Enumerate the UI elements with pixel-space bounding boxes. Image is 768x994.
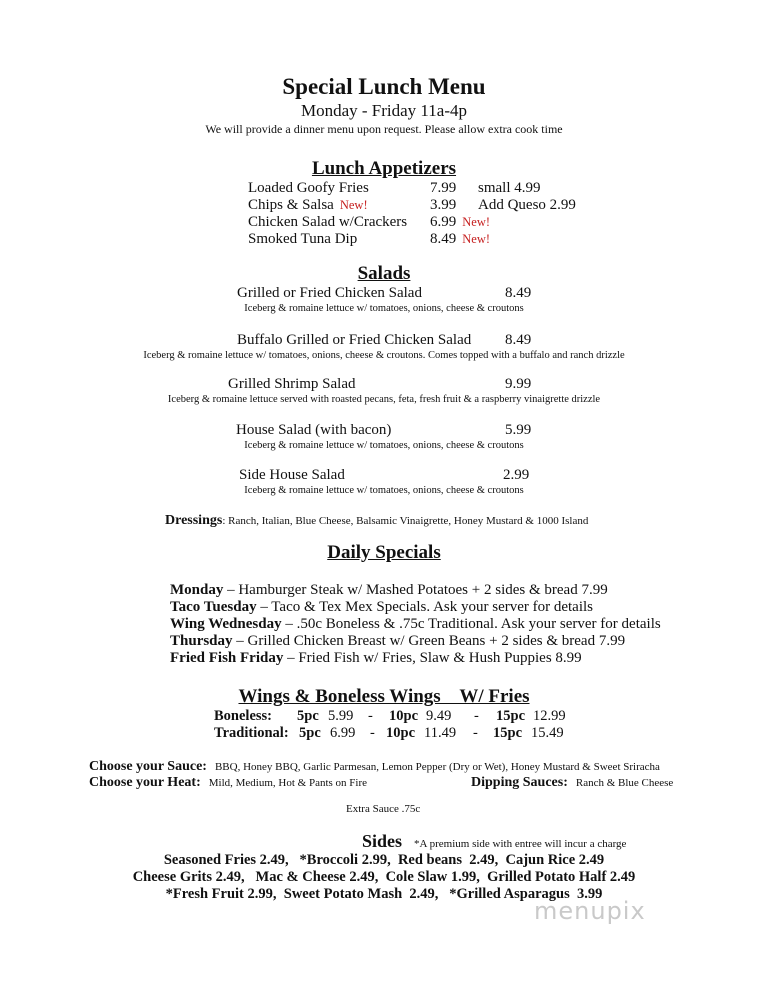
appetizer-name	[248, 197, 368, 214]
menu-note: We will provide a dinner menu upon request. Please allow extra cook time	[205, 122, 563, 136]
appetizer-name: Chicken Salad w/Crackers	[248, 214, 408, 230]
special-day: Taco Tuesday	[170, 599, 257, 615]
wing-dash: -	[370, 725, 375, 741]
appetizer-name-text: Chips & Salsa	[248, 197, 334, 213]
special-text: – Taco & Tex Mex Specials. Ask your server for details	[256, 599, 594, 615]
appetizer-price-text: 8.49	[430, 231, 457, 247]
salad-name: House Salad (with bacon)	[236, 422, 392, 438]
special-text: – Hamburger Steak w/ Mashed Potatoes + 2 sides & bread 7.99	[223, 582, 608, 598]
appetizer-name: Smoked Tuna Dip	[248, 231, 358, 247]
salad-price: 8.49	[505, 332, 532, 348]
wing-size: 15pc	[493, 725, 522, 741]
sauce-list: BBQ, Honey BBQ, Garlic Parmesan, Lemon Pepper (Dry or Wet), Honey Mustard & Sweet Sriracha	[214, 761, 660, 773]
wing-price: 6.99	[330, 725, 356, 741]
special-day: Monday	[170, 582, 224, 598]
appetizer-price: 7.99	[430, 180, 457, 196]
appetizer-price: 3.99	[430, 197, 457, 213]
sides-heading: Sides	[362, 831, 403, 851]
wing-size: 10pc	[386, 725, 415, 741]
salad-price: 2.99	[503, 467, 530, 483]
wing-dash: -	[474, 708, 479, 724]
salad-price: 5.99	[505, 422, 532, 438]
heat-line	[89, 773, 367, 791]
salad-description: Iceberg & romaine lettuce served with roasted pecans, feta, fresh fruit & a raspberry vinaigrette drizzle	[167, 394, 601, 405]
salad-description: Iceberg & romaine lettuce w/ tomatoes, onions, cheese & croutons	[244, 440, 524, 451]
wing-price: 15.49	[531, 725, 564, 741]
heat-list: Mild, Medium, Hot & Pants on Fire	[208, 777, 368, 789]
salad-name: Side House Salad	[239, 467, 345, 483]
salad-description: Iceberg & romaine lettuce w/ tomatoes, onions, cheese & croutons	[244, 485, 524, 496]
dressings-label: Dressings	[165, 513, 223, 528]
appetizer-price-text: 6.99	[430, 214, 457, 230]
wings-heading: Wings & Boneless Wings W/ Fries	[238, 686, 530, 707]
wing-price: 12.99	[533, 708, 566, 724]
special-item	[170, 616, 661, 633]
wing-row-label: Boneless:	[214, 708, 272, 724]
salad-price: 8.49	[505, 285, 532, 301]
dipping-list: Ranch & Blue Cheese	[575, 777, 674, 789]
special-day: Fried Fish Friday	[170, 650, 284, 666]
watermark-logo: menupix	[534, 897, 646, 925]
dressings-line	[165, 511, 588, 529]
specials-heading: Daily Specials	[327, 542, 441, 563]
appetizers-heading: Lunch Appetizers	[311, 158, 457, 179]
dipping-label: Dipping Sauces:	[471, 775, 568, 790]
appetizer-extra: small 4.99	[478, 180, 541, 196]
salad-description: Iceberg & romaine lettuce w/ tomatoes, onions, cheese & croutons. Comes topped with a buffalo and ranch drizzle	[143, 350, 625, 361]
wing-size: 10pc	[389, 708, 418, 724]
wing-price: 9.49	[426, 708, 452, 724]
wing-dash: -	[368, 708, 373, 724]
wing-size: 5pc	[297, 708, 319, 724]
sides-line: Seasoned Fries 2.49, *Broccoli 2.99, Red beans 2.49, Cajun Rice 2.49	[163, 852, 605, 868]
special-text: – Grilled Chicken Breast w/ Green Beans + 2 sides & bread 7.99	[232, 633, 626, 649]
wing-price: 5.99	[328, 708, 354, 724]
special-item	[170, 582, 608, 599]
wing-size: 15pc	[496, 708, 525, 724]
dressings-list: : Ranch, Italian, Blue Cheese, Balsamic Vinaigrette, Honey Mustard & 1000 Island	[222, 515, 589, 527]
menu-hours: Monday - Friday 11a-4p	[300, 101, 468, 120]
wing-dash: -	[473, 725, 478, 741]
extra-sauce-note: Extra Sauce .75c	[346, 803, 421, 815]
salads-heading: Salads	[357, 263, 411, 284]
special-text: – Fried Fish w/ Fries, Slaw & Hush Puppies 8.99	[283, 650, 582, 666]
salad-name: Buffalo Grilled or Fried Chicken Salad	[237, 332, 472, 348]
wing-row-label: Traditional:	[214, 725, 289, 741]
new-badge: New!	[462, 232, 491, 246]
wing-size: 5pc	[299, 725, 321, 741]
salad-price: 9.99	[505, 376, 532, 392]
special-text: – .50c Boneless & .75c Traditional. Ask your server for details	[281, 616, 661, 632]
menu-title: Special Lunch Menu	[282, 74, 486, 99]
wing-price: 11.49	[424, 725, 457, 741]
salad-description: Iceberg & romaine lettuce w/ tomatoes, onions, cheese & croutons	[244, 303, 524, 314]
sides-note: *A premium side with entree will incur a charge	[414, 838, 627, 850]
sides-line: Cheese Grits 2.49, Mac & Cheese 2.49, Cole Slaw 1.99, Grilled Potato Half 2.49	[132, 869, 636, 885]
appetizer-price	[430, 231, 490, 248]
sides-line: *Fresh Fruit 2.99, Sweet Potato Mash 2.49, *Grilled Asparagus 3.99	[165, 886, 603, 902]
appetizer-price	[430, 214, 490, 231]
appetizer-extra: Add Queso 2.99	[478, 197, 576, 213]
salad-name: Grilled or Fried Chicken Salad	[237, 285, 422, 301]
sides-heading-line	[362, 831, 626, 852]
new-badge: New!	[339, 198, 368, 212]
sauce-label: Choose your Sauce:	[89, 759, 207, 774]
salad-name: Grilled Shrimp Salad	[228, 376, 356, 392]
dipping-line	[471, 773, 673, 791]
new-badge: New!	[462, 215, 491, 229]
special-item	[170, 599, 593, 616]
heat-label: Choose your Heat:	[89, 775, 201, 790]
special-item	[170, 633, 625, 650]
special-day: Wing Wednesday	[170, 616, 282, 632]
appetizer-name: Loaded Goofy Fries	[248, 180, 369, 196]
special-day: Thursday	[170, 633, 233, 649]
special-item	[170, 650, 582, 667]
